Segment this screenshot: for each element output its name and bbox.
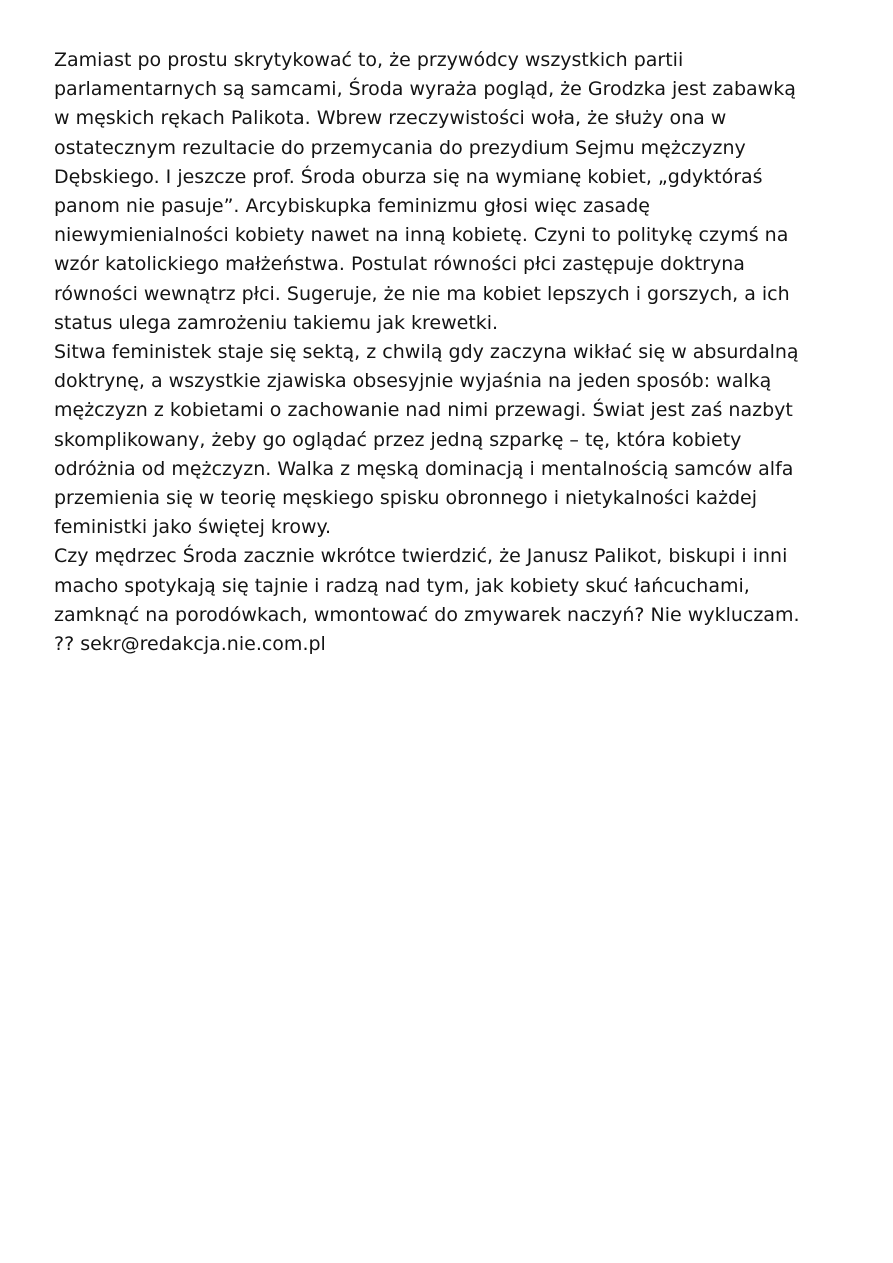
text-line: zamknąć na porodówkach, wmontować do zmywarek naczyń? Nie wykluczam. bbox=[54, 603, 800, 626]
text-line: status ulega zamrożeniu takiemu jak krewetki. bbox=[54, 311, 499, 334]
text-line: macho spotykają się tajnie i radzą nad tym, jak kobiety skuć łańcuchami, bbox=[54, 574, 750, 597]
document-body bbox=[54, 46, 854, 659]
text-line: Sitwa feministek staje się sektą, z chwilą gdy zaczyna wikłać się w absurdalną bbox=[54, 341, 799, 364]
text-line: wzór katolickiego małżeństwa. Postulat równości płci zastępuje doktryna bbox=[54, 253, 745, 276]
text-line: ostatecznym rezultacie do przemycania do prezydium Sejmu mężczyzny bbox=[54, 136, 746, 159]
text-line: doktrynę, a wszystkie zjawiska obsesyjnie wyjaśnia na jeden sposób: walką bbox=[54, 370, 772, 393]
text-line: panom nie pasuje”. Arcybiskupka feminizmu głosi więc zasadę bbox=[54, 195, 650, 218]
text-line: Czy mędrzec Środa zacznie wkrótce twierdzić, że Janusz Palikot, biskupi i inni bbox=[54, 545, 788, 568]
text-line: feministki jako świętej krowy. bbox=[54, 516, 332, 539]
text-line: odróżnia od mężczyzn. Walka z męską dominacją i mentalnością samców alfa bbox=[54, 457, 794, 480]
text-line: niewymienialności kobiety nawet na inną kobietę. Czyni to politykę czymś na bbox=[54, 224, 789, 247]
text-line: Zamiast po prostu skrytykować to, że przywódcy wszystkich partii bbox=[54, 49, 684, 71]
text-line: Dębskiego. I jeszcze prof. Środa oburza się na wymianę kobiet, „gdyktóraś bbox=[54, 165, 763, 188]
text-line: przemienia się w teorię męskiego spisku obronnego i nietykalności każdej bbox=[54, 487, 757, 510]
text-line: mężczyzn z kobietami o zachowanie nad nimi przewagi. Świat jest zaś nazbyt bbox=[54, 399, 793, 422]
email-contact: ?? sekr@redakcja.nie.com.pl bbox=[54, 633, 326, 656]
text-line: w męskich rękach Palikota. Wbrew rzeczywistości woła, że służy ona w bbox=[54, 107, 727, 130]
text-line: parlamentarnych są samcami, Środa wyraża pogląd, że Grodzka jest zabawką bbox=[54, 78, 796, 101]
text-line: skomplikowany, żeby go oglądać przez jedną szparkę – tę, która kobiety bbox=[54, 428, 742, 451]
text-line: równości wewnątrz płci. Sugeruje, że nie ma kobiet lepszych i gorszych, a ich bbox=[54, 282, 790, 305]
